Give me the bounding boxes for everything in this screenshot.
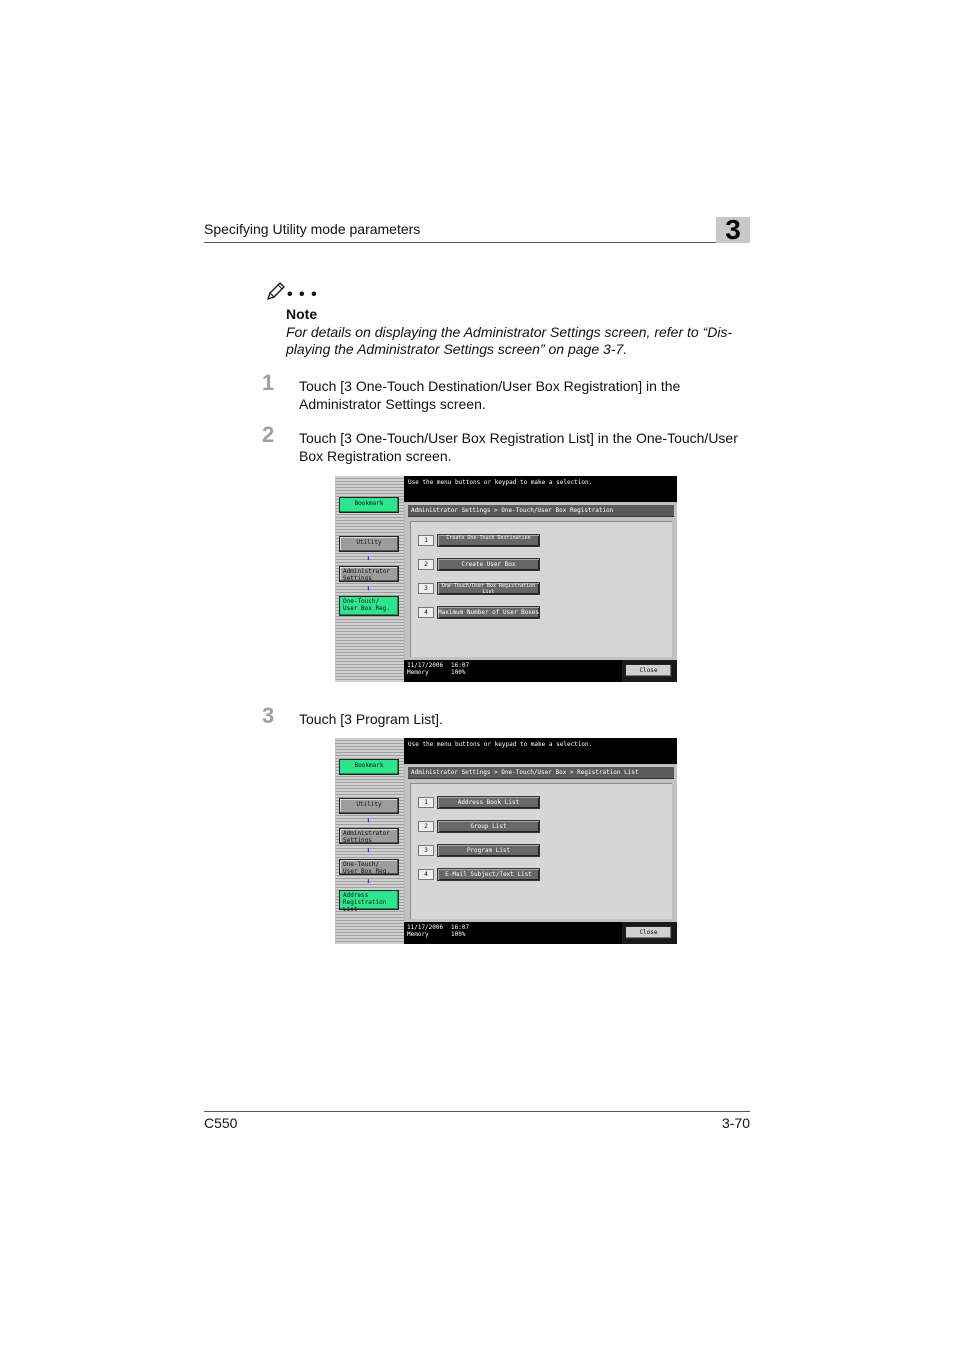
memory-label: Memory: [407, 669, 429, 676]
sidebar: [335, 738, 404, 944]
menu-number: 3: [418, 845, 434, 856]
menu-number: 2: [418, 821, 434, 832]
main-panel: [405, 503, 677, 660]
close-area: [622, 660, 677, 682]
status-time: 16:07: [451, 924, 470, 931]
utility-button[interactable]: Utility: [339, 536, 399, 552]
screenshot-registration-list: [335, 738, 677, 944]
arrow-down-icon: ⬇: [366, 877, 371, 886]
step-text: Touch [3 Program List].: [299, 711, 443, 727]
menu-number: 1: [418, 797, 434, 808]
bookmark-button[interactable]: Bookmark: [339, 497, 399, 513]
main-panel: [405, 765, 677, 922]
breadcrumb: Administrator Settings > One-Touch/User Box Registration: [408, 505, 674, 517]
footer-rule: [204, 1111, 750, 1112]
note-text: For details on displaying the Administrator Settings screen, refer to “Dis-playing the Administrator Settings screen” on page 3-7.: [286, 324, 733, 357]
step-text: Touch [3 One-Touch Destination/User Box Registration] in the Administrator Settings screen.: [299, 378, 681, 412]
arrow-down-icon: ⬇: [366, 554, 371, 563]
status-bar: [404, 922, 622, 944]
footer-page-number: 3-70: [721, 1115, 750, 1131]
menu-number: 1: [418, 535, 434, 546]
step-number: 2: [262, 422, 275, 447]
menu-button-address-book-list[interactable]: Address Book List: [437, 796, 540, 809]
breadcrumb: Administrator Settings > One-Touch/User Box > Registration List: [408, 767, 674, 779]
message-bar: Use the menu buttons or keypad to make a selection.: [404, 476, 677, 502]
note-label: Note: [286, 306, 318, 322]
memory-label: Memory: [407, 931, 429, 938]
menu-number: 3: [418, 583, 434, 594]
close-button[interactable]: Close: [625, 664, 672, 677]
sidebar: [335, 476, 404, 682]
message-bar: Use the menu buttons or keypad to make a selection.: [404, 738, 677, 764]
close-button[interactable]: Close: [625, 926, 672, 939]
menu-button-create-user-box[interactable]: Create User Box: [437, 558, 540, 571]
step-number: 3: [262, 703, 275, 728]
menu-number: 2: [418, 559, 434, 570]
arrow-down-icon: ⬇: [366, 846, 371, 855]
status-bar: [404, 660, 622, 682]
utility-button[interactable]: Utility: [339, 798, 399, 814]
memory-value: 100%: [451, 669, 466, 676]
arrow-down-icon: ⬇: [366, 816, 371, 825]
note-ellipsis: • • •: [287, 286, 318, 303]
header-rule: [204, 242, 718, 243]
admin-settings-button[interactable]: Administrator Settings: [339, 828, 399, 844]
step-text: Touch [3 One-Touch/User Box Registration List] in the One-Touch/User Box Registration screen.: [299, 430, 738, 464]
menu-area: [410, 783, 672, 919]
status-time: 16:07: [451, 662, 470, 669]
menu-area: [410, 521, 672, 657]
onetouch-button[interactable]: One-Touch/ User Box Reg.: [339, 596, 399, 616]
menu-number: 4: [418, 869, 434, 880]
step-number: 1: [262, 370, 275, 395]
menu-button-max-user-boxes[interactable]: Maximum Number of User Boxes: [437, 606, 540, 619]
footer-model: C550: [204, 1115, 238, 1131]
chapter-number: 3: [725, 214, 741, 245]
registration-list-button[interactable]: Address Registration List: [339, 890, 399, 910]
section-title: Specifying Utility mode parameters: [204, 221, 421, 237]
menu-button-registration-list[interactable]: One-Touch/User Box Registration List: [437, 582, 540, 595]
screenshot-onetouch-registration: [335, 476, 677, 682]
bookmark-button[interactable]: Bookmark: [339, 759, 399, 775]
status-date: 11/17/2006: [407, 924, 444, 931]
menu-number: 4: [418, 607, 434, 618]
admin-settings-button[interactable]: Administrator Settings: [339, 566, 399, 582]
close-area: [622, 922, 677, 944]
arrow-down-icon: ⬇: [366, 584, 371, 593]
menu-button-program-list[interactable]: Program List: [437, 844, 540, 857]
menu-button-email-subject-list[interactable]: E-Mail Subject/Text List: [437, 868, 540, 881]
menu-button-group-list[interactable]: Group List: [437, 820, 540, 833]
memory-value: 100%: [451, 931, 466, 938]
menu-button-create-onetouch[interactable]: Create One-Touch Destination: [437, 534, 540, 547]
status-date: 11/17/2006: [407, 662, 444, 669]
pencil-icon: [265, 280, 287, 302]
onetouch-button[interactable]: One-Touch/ User Box Reg.: [339, 859, 399, 875]
